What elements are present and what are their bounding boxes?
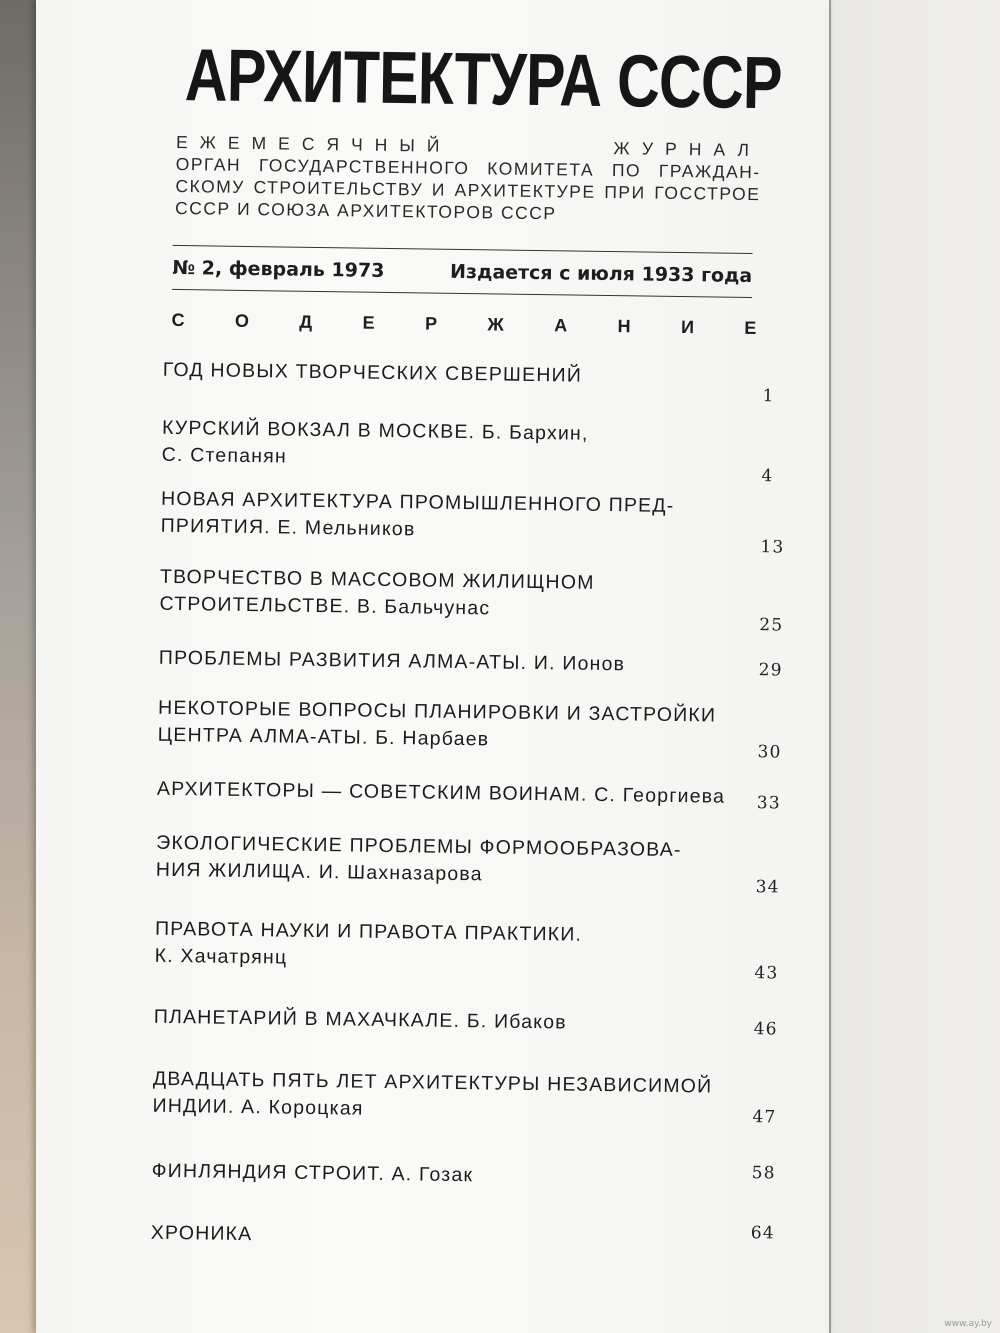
contents-heading-letter: Е (744, 317, 757, 339)
toc-entry (159, 564, 784, 636)
toc-entry-page: 25 (759, 615, 784, 636)
toc-entry (155, 830, 780, 898)
toc-entry-title-line: ЦЕНТРА АЛМА-АТЫ. Б. Нарбаев (157, 723, 490, 751)
toc-entry-page: 58 (751, 1163, 776, 1184)
watermark: www.ay.by (944, 1319, 992, 1329)
magazine-title: АРХИТЕКТУРА СССР (184, 33, 783, 125)
toc-entry (152, 1066, 777, 1128)
toc-entry-page: 43 (754, 963, 779, 984)
toc-entry-title-line: ПРАВОТА НАУКИ И ПРАВОТА ПРАКТИКИ. (154, 917, 583, 946)
background-right (831, 0, 1000, 1333)
published-since: Издается с июля 1933 года (449, 260, 753, 288)
toc-entry-title-line: К. Хачатрянц (154, 944, 288, 969)
contents-heading-letter: А (554, 315, 568, 336)
contents-heading-letter: Ж (487, 314, 504, 335)
toc-entry (160, 486, 785, 558)
toc-entry-title-line: ПРОБЛЕМЫ РАЗВИТИЯ АЛМА-АТЫ. И. Ионов (158, 646, 626, 676)
contents-heading-letter: Р (424, 313, 438, 334)
toc-entry-title-line: ПРИЯТИЯ. Е. Мельников (160, 514, 416, 541)
toc-entry (153, 1004, 778, 1040)
page-content (36, 0, 831, 1333)
contents-heading (171, 310, 756, 339)
toc-entry-page: 4 (761, 466, 774, 487)
contents-heading-letter: И (680, 317, 695, 338)
subtitle-line-4: СССР И СОЮЗА АРХИТЕКТОРОВ СССР (174, 197, 557, 224)
toc-entry-page: 13 (760, 537, 785, 558)
toc-entry-title-line: АРХИТЕКТОРЫ — СОВЕТСКИМ ВОИНАМ. С. Георгиева (156, 777, 726, 808)
toc-entry (162, 357, 775, 407)
contents-heading-letter: О (234, 310, 250, 332)
issue-number: № 2, февраль 1973 (172, 256, 385, 282)
subtitle-line-2: ОРГАН ГОСУДАРСТВЕННОГО КОМИТЕТА ПО ГРАЖДАН- (175, 153, 761, 183)
toc-entry-title-line: СТРОИТЕЛЬСТВЕ. В. Бальчунас (159, 592, 491, 620)
toc-entry-page: 29 (758, 660, 783, 681)
toc-entry-title-line: ПЛАНЕТАРИЙ В МАХАЧКАЛЕ. Б. Ибаков (153, 1005, 567, 1034)
toc-entry-page: 30 (757, 742, 782, 763)
toc-entry-title-line: ТВОРЧЕСТВО В МАССОВОМ ЖИЛИЩНОМ (159, 565, 595, 594)
toc-entry (158, 645, 783, 681)
toc-entry (161, 415, 774, 487)
toc-entry-page: 33 (756, 793, 782, 814)
toc-entry-title-line: ГОД НОВЫХ ТВОРЧЕСКИХ СВЕРШЕНИЙ (162, 358, 583, 387)
toc-entry (157, 695, 782, 763)
contents-heading-letter: Н (617, 316, 631, 337)
toc-entry-page: 64 (750, 1223, 776, 1244)
toc-entry-title-line: НЕКОТОРЫЕ ВОПРОСЫ ПЛАНИРОВКИ И ЗАСТРОЙКИ (157, 696, 717, 727)
toc-entry (151, 1158, 776, 1193)
toc-entry (150, 1220, 776, 1255)
contents-heading-letter: С (171, 309, 185, 331)
toc-entry-title-line: ФИНЛЯНДИЯ СТРОИТ. А. Гозак (151, 1159, 474, 1187)
toc-entry-page: 47 (752, 1107, 777, 1128)
issue-line (172, 257, 752, 287)
subtitle-line-3: СКОМУ СТРОИТЕЛЬСТВУ И АРХИТЕКТУРЕ ПРИ ГОССТРОЕ (175, 175, 761, 205)
contents-heading-letter: Е (362, 312, 375, 333)
rule-top (173, 245, 753, 254)
rule-bottom (172, 289, 752, 298)
toc-entry-page: 46 (753, 1019, 778, 1040)
page-edge (829, 0, 831, 1333)
toc-entry-title-line: КУРСКИЙ ВОКЗАЛ В МОСКВЕ. Б. Бархин, (161, 416, 589, 445)
toc-entry-title-line: ЭКОЛОГИЧЕСКИЕ ПРОБЛЕМЫ ФОРМООБРАЗОВА- (156, 831, 682, 862)
contents-heading-letter: Д (299, 311, 313, 332)
toc-entry-title-line: НОВАЯ АРХИТЕКТУРА ПРОМЫШЛЕННОГО ПРЕД- (160, 487, 675, 517)
toc-entry-title-line: ДВАДЦАТЬ ПЯТЬ ЛЕТ АРХИТЕКТУРЫ НЕЗАВИСИМОЙ (152, 1067, 713, 1098)
toc-entry-title-line: НИЯ ЖИЛИЩА. И. Шахназарова (155, 858, 483, 886)
toc-entry (156, 776, 782, 814)
toc-entry-title-line: ХРОНИКА (150, 1221, 253, 1246)
toc-entry (154, 916, 779, 984)
subtitle-line-1: ЕЖЕМЕСЯЧНЫЙ ЖУРНАЛ (175, 131, 762, 161)
toc-entry-page: 1 (762, 386, 775, 407)
toc-entry-page: 34 (755, 877, 780, 898)
toc-entry-title-line: ИНДИИ. А. Короцкая (152, 1094, 364, 1120)
toc-entry-title-line: С. Степанян (161, 443, 288, 468)
magazine-page (36, 0, 831, 1333)
